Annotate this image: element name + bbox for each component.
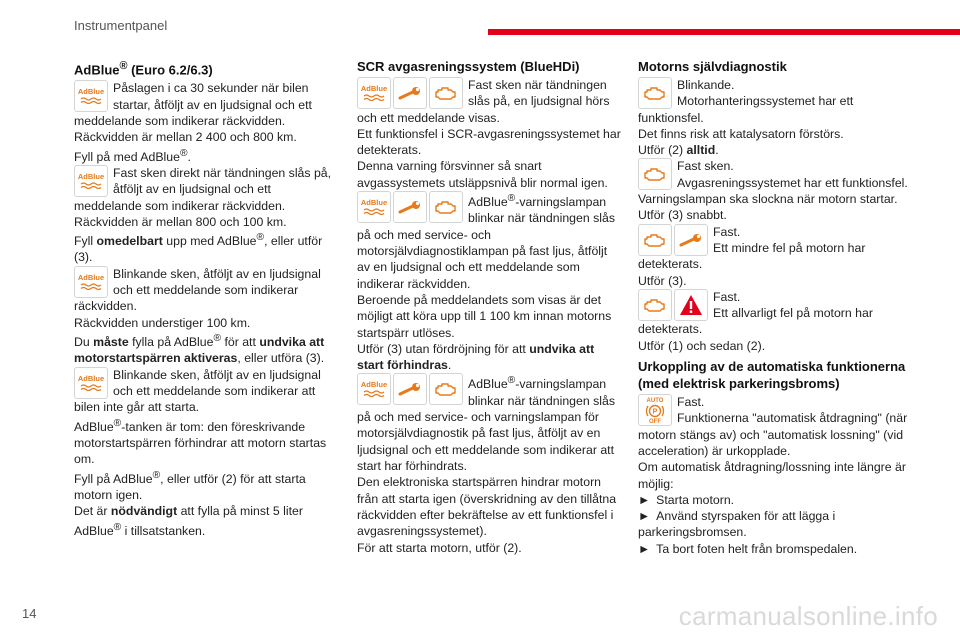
adblue-warning-icon: AdBlue [74, 80, 108, 112]
heading-adblue: AdBlue® (Euro 6.2/6.3) [74, 60, 213, 78]
engine-entry-1: Blinkande. Motorhanteringssystemet har ett funktionsfel. [638, 78, 854, 125]
column-engine-diag: Motorns självdiagnostik Blinkande. Motorhanteringssystemet har ett funktionsfel. Det finns risk att katalysatorn förstörs. Utför (2) alltid. Fast sken. Avgasreningssystemet har ett funktionsfel. Varningslampan ska slockna när motorn startar. Utför (3) snabbt. Fast. Ett mindre fel på motorn har detekterats. Utför (3). Fast. Ett allvarligt fel på motorn har detekterats. Utför (1) och sedan (2). Urkoppling av de automatiska funktionerna (med elektrisk parkeringsbroms) AUTO P OFF Fast. Funktionerna "automatisk åtdragning" (när motorn stängs av) och "automatisk lossning" (vid acceleration) är urkopplade. Om automatisk åtdragning/lossning inte längre är möjlig: ► Starta motorn. ► Använd styrspaken för att lägga i parkeringsbromsen. ► Ta bort foten helt från bromspedalen. [638, 58, 912, 557]
engine-check-icon [638, 224, 672, 256]
parking-brake-entry: AUTO P OFF Fast. Funktionerna "automatisk åtdragning" (när motorn stängs av) och "automatisk lossning" (vid acceleration) är urkopplade. [638, 395, 908, 458]
engine-check-icon [429, 373, 463, 405]
adblue-entry-3: AdBlue Blinkande sken, åtföljt av en ljudsignal och ett meddelande som indikerar räckvidden. [74, 266, 321, 314]
engine-entry-4: Fast. Ett allvarligt fel på motorn har detekterats. [638, 289, 873, 337]
engine-entry-2: Fast sken. Avgasreningssystemet har ett funktionsfel. [638, 158, 912, 191]
list-item: ► Använd styrspaken för att lägga i parkeringsbromsen. [638, 509, 836, 540]
adblue-warning-icon: AdBlue [74, 367, 108, 399]
auto-off-brake-icon [638, 394, 672, 426]
adblue-entry-1: AdBlue Påslagen i ca 30 sekunder när bilen startar, åtföljt av en ljudsignal och ett meddelande som indikerar räckvidden. [74, 81, 312, 128]
section-title: Instrumentpanel [74, 18, 168, 33]
engine-check-icon [638, 289, 672, 321]
engine-entry-3: Fast. Ett mindre fel på motorn har detekterats. [638, 224, 866, 272]
adblue-warning-icon: AdBlue [74, 165, 108, 197]
engine-check-icon [429, 77, 463, 109]
engine-check-icon [638, 77, 672, 109]
service-wrench-icon [393, 373, 427, 405]
adblue-warning-icon: AdBlue [357, 77, 391, 109]
scr-entry-1: AdBlue Fast sken när tändningen slås på, en ljudsignal hörs och ett meddelande visas. [357, 78, 610, 125]
adblue-warning-icon: AdBlue [74, 266, 108, 298]
heading-engine-diagnostics: Motorns självdiagnostik [638, 59, 787, 74]
list-item: ► Ta bort foten helt från bromspedalen. [638, 541, 858, 556]
engine-check-icon [429, 191, 463, 223]
page-number: 14 [22, 606, 37, 621]
svg-text:P: P [652, 408, 658, 416]
column-scr: SCR avgasreningssystem (BlueHDi) AdBlue Fast sken när tändningen slås på, en ljudsignal hörs och ett meddelande visas. Ett funktionsfel i SCR-avgasreningssystemet har detekterats. Denna varning försvinner så snart avgassystemets utsläppsnivå blir normal igen. AdBlue AdBlue®-varningslampan blinkar när tändningen slås på och med service- och motorsjälvdiagnostiklampan på fast ljus, åtföljt av en ljudsignal och ett meddelande som indikerar räckvidden. Beroende på meddelandets som visas är det möjligt att köra upp till 1 100 km innan motorns startspärr utlöses. Utför (3) utan fördröjning för att undvika att start förhindras. AdBlue AdBlue®-varningslampan blinkar när tändningen slås på och med service- och varningslampan för motorsjälvdiagnostik på fast ljus, åtföljt av en ljudsignal och ett meddelande som indikerar att start har förhindrats. Den elektroniska startspärren hindrar motorn från att starta igen (överskridning av den tillåtna räckvidden efter bekräftelse av ett funktionsfel i avgasreningssystemet). För att starta motorn, utför (2). [357, 58, 623, 556]
svg-text:OFF: OFF [649, 419, 661, 425]
scr-entry-3: AdBlue AdBlue®-varningslampan blinkar när tändningen slås på och med service- och varningslampan för motorsjälvdiagnostik på fast ljus, åtföljt av en ljudsignal och ett meddelande som indikerar att start har förhindrats. [357, 375, 615, 474]
engine-check-icon [638, 158, 672, 190]
service-wrench-icon [393, 77, 427, 109]
scr-entry-2: AdBlue AdBlue®-varningslampan blinkar när tändningen slås på och med service- och motorsjälvdiagnostiklampan på fast ljus, åtföljt av en ljudsignal och ett meddelande som indikerar räckvidden. [357, 193, 615, 291]
heading-auto-parking-brake: Urkoppling av de automatiska funktionerna (med elektrisk parkeringsbroms) [638, 359, 906, 392]
service-wrench-icon [674, 224, 708, 256]
svg-text:AUTO: AUTO [646, 398, 664, 405]
service-wrench-icon [393, 191, 427, 223]
adblue-entry-2: AdBlue Fast sken direkt när tändningen slås på, åtföljt av en ljudsignal och ett meddelande som indikerar räckvidden. [74, 165, 332, 213]
watermark: carmanualsonline.info [678, 601, 938, 631]
warning-triangle-icon [674, 289, 708, 321]
adblue-entry-4: AdBlue Blinkande sken, åtföljt av en ljudsignal och ett meddelande som indikerar att bilen inte går att starta. [74, 367, 321, 415]
list-item: ► Starta motorn. [638, 492, 735, 507]
column-adblue: AdBlue® (Euro 6.2/6.3) AdBlue Påslagen i ca 30 sekunder när bilen startar, åtföljt av en ljudsignal och ett meddelande som indikerar räckvidden. Räckvidden är mellan 2 400 och 800 km. Fyll på med AdBlue®. AdBlue Fast sken direkt när tändningen slås på, åtföljt av en ljudsignal och ett meddelande som indikerar räckvidden. Räckvidden är mellan 800 och 100 km. Fyll omedelbart upp med AdBlue®, eller utför (3). AdBlue Blinkande sken, åtföljt av en ljudsignal och ett meddelande som indikerar räckvidden. Räckvidden understiger 100 km. Du måste fylla på AdBlue® för att undvika att motorstartspärren aktiveras, eller utföra (3). AdBlue Blinkande sken, åtföljt av en ljudsignal och ett meddelande som indikerar att bilen inte går att starta. AdBlue®-tanken är tom: den föreskrivande motorstartspärren förhindrar att motorn startas om. Fyll på AdBlue®, eller utför (2) för att starta motorn igen. Det är nödvändigt att fylla på minst 5 liter AdBlue® i tillsatstanken. [74, 58, 338, 539]
header-accent-bar [488, 29, 960, 35]
adblue-warning-icon: AdBlue [357, 373, 391, 405]
heading-scr: SCR avgasreningssystem (BlueHDi) [357, 59, 580, 74]
adblue-warning-icon: AdBlue [357, 191, 391, 223]
